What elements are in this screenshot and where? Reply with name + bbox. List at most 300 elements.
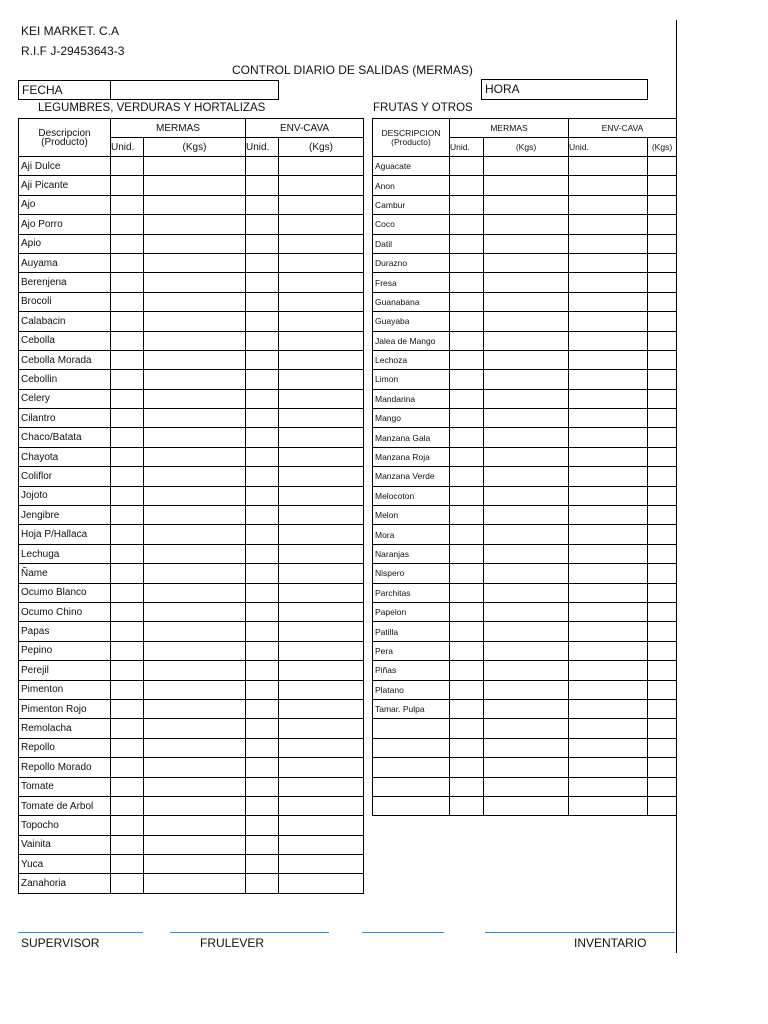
left-envcava-kgs-cell[interactable]	[279, 699, 364, 718]
left-mermas-unid-cell[interactable]	[111, 234, 144, 253]
left-mermas-kgs-cell[interactable]	[144, 602, 246, 621]
left-mermas-kgs-cell[interactable]	[144, 622, 246, 641]
right-envcava-kgs-cell[interactable]	[648, 738, 677, 757]
right-envcava-kgs-cell[interactable]	[648, 622, 677, 641]
right-envcava-kgs-cell[interactable]	[648, 661, 677, 680]
left-mermas-unid-cell[interactable]	[111, 506, 144, 525]
right-envcava-unid-cell[interactable]	[569, 370, 648, 389]
left-mermas-kgs-cell[interactable]	[144, 409, 246, 428]
left-envcava-kgs-cell[interactable]	[279, 331, 364, 350]
left-mermas-kgs-cell[interactable]	[144, 467, 246, 486]
right-mermas-unid-cell[interactable]	[450, 583, 484, 602]
right-envcava-unid-cell[interactable]	[569, 195, 648, 214]
left-envcava-unid-cell[interactable]	[246, 874, 279, 893]
right-mermas-unid-cell[interactable]	[450, 331, 484, 350]
left-mermas-unid-cell[interactable]	[111, 680, 144, 699]
left-envcava-kgs-cell[interactable]	[279, 195, 364, 214]
left-envcava-unid-cell[interactable]	[246, 835, 279, 854]
right-envcava-unid-cell[interactable]	[569, 389, 648, 408]
right-envcava-kgs-cell[interactable]	[648, 719, 677, 738]
left-envcava-kgs-cell[interactable]	[279, 428, 364, 447]
left-mermas-unid-cell[interactable]	[111, 544, 144, 563]
right-mermas-kgs-cell[interactable]	[484, 544, 569, 563]
right-mermas-unid-cell[interactable]	[450, 350, 484, 369]
fecha-field[interactable]	[110, 80, 279, 100]
left-envcava-kgs-cell[interactable]	[279, 738, 364, 757]
right-envcava-kgs-cell[interactable]	[648, 176, 677, 195]
left-envcava-unid-cell[interactable]	[246, 855, 279, 874]
right-mermas-kgs-cell[interactable]	[484, 622, 569, 641]
right-mermas-unid-cell[interactable]	[450, 796, 484, 815]
left-mermas-kgs-cell[interactable]	[144, 486, 246, 505]
right-envcava-kgs-cell[interactable]	[648, 370, 677, 389]
right-mermas-kgs-cell[interactable]	[484, 350, 569, 369]
right-mermas-kgs-cell[interactable]	[484, 447, 569, 466]
right-mermas-unid-cell[interactable]	[450, 506, 484, 525]
left-mermas-unid-cell[interactable]	[111, 467, 144, 486]
left-envcava-kgs-cell[interactable]	[279, 389, 364, 408]
left-product-name: Calabacin	[19, 312, 111, 331]
right-envcava-unid-cell[interactable]	[569, 544, 648, 563]
right-envcava-kgs-cell[interactable]	[648, 215, 677, 234]
left-mermas-kgs-cell[interactable]	[144, 835, 246, 854]
right-envcava-unid-cell[interactable]	[569, 719, 648, 738]
left-mermas-unid-cell[interactable]	[111, 796, 144, 815]
right-envcava-unid-cell[interactable]	[569, 486, 648, 505]
left-mermas-unid-cell[interactable]	[111, 447, 144, 466]
left-mermas-kgs-cell[interactable]	[144, 447, 246, 466]
right-envcava-unid-cell[interactable]	[569, 331, 648, 350]
right-mermas-unid-cell[interactable]	[450, 622, 484, 641]
right-envcava-unid-cell[interactable]	[569, 583, 648, 602]
left-envcava-unid-cell[interactable]	[246, 428, 279, 447]
left-envcava-unid-cell[interactable]	[246, 583, 279, 602]
left-mermas-kgs-cell[interactable]	[144, 525, 246, 544]
left-envcava-kgs-cell[interactable]	[279, 292, 364, 311]
left-mermas-kgs-cell[interactable]	[144, 874, 246, 893]
left-envcava-unid-cell[interactable]	[246, 253, 279, 272]
left-envcava-kgs-cell[interactable]	[279, 835, 364, 854]
left-mermas-kgs-cell[interactable]	[144, 389, 246, 408]
left-envcava-kgs-cell[interactable]	[279, 816, 364, 835]
left-mermas-kgs-cell[interactable]	[144, 292, 246, 311]
right-mermas-kgs-cell[interactable]	[484, 215, 569, 234]
left-mermas-unid-cell[interactable]	[111, 331, 144, 350]
right-mermas-kgs-cell[interactable]	[484, 758, 569, 777]
left-envcava-unid-cell[interactable]	[246, 215, 279, 234]
right-envcava-kgs-cell[interactable]	[648, 583, 677, 602]
left-envcava-kgs-cell[interactable]	[279, 602, 364, 621]
right-mermas-unid-cell[interactable]	[450, 758, 484, 777]
right-mermas-unid-cell[interactable]	[450, 215, 484, 234]
right-mermas-unid-cell[interactable]	[450, 777, 484, 796]
right-envcava-unid-cell[interactable]	[569, 157, 648, 176]
left-envcava-kgs-cell[interactable]	[279, 350, 364, 369]
right-mermas-unid-cell[interactable]	[450, 157, 484, 176]
right-mermas-kgs-cell[interactable]	[484, 661, 569, 680]
right-mermas-unid-cell[interactable]	[450, 447, 484, 466]
left-envcava-unid-cell[interactable]	[246, 467, 279, 486]
right-mermas-unid-cell[interactable]	[450, 389, 484, 408]
left-mermas-unid-cell[interactable]	[111, 661, 144, 680]
left-mermas-unid-cell[interactable]	[111, 486, 144, 505]
left-envcava-kgs-cell[interactable]	[279, 874, 364, 893]
right-envcava-kgs-cell[interactable]	[648, 777, 677, 796]
right-mermas-unid-cell[interactable]	[450, 253, 484, 272]
right-mermas-kgs-cell[interactable]	[484, 641, 569, 660]
left-mermas-unid-cell[interactable]	[111, 350, 144, 369]
right-envcava-unid-cell[interactable]	[569, 292, 648, 311]
right-envcava-kgs-cell[interactable]	[648, 273, 677, 292]
left-mermas-unid-cell[interactable]	[111, 816, 144, 835]
left-mermas-kgs-cell[interactable]	[144, 253, 246, 272]
left-envcava-unid-cell[interactable]	[246, 544, 279, 563]
right-envcava-kgs-cell[interactable]	[648, 680, 677, 699]
left-mermas-unid-cell[interactable]	[111, 622, 144, 641]
right-envcava-unid-cell[interactable]	[569, 796, 648, 815]
right-envcava-unid-cell[interactable]	[569, 428, 648, 447]
right-envcava-unid-cell[interactable]	[569, 622, 648, 641]
left-mermas-kgs-cell[interactable]	[144, 564, 246, 583]
left-envcava-unid-cell[interactable]	[246, 680, 279, 699]
left-mermas-unid-cell[interactable]	[111, 292, 144, 311]
right-envcava-unid-cell[interactable]	[569, 409, 648, 428]
left-envcava-kgs-cell[interactable]	[279, 253, 364, 272]
right-mermas-kgs-cell[interactable]	[484, 409, 569, 428]
left-envcava-kgs-cell[interactable]	[279, 273, 364, 292]
right-envcava-kgs-cell[interactable]	[648, 447, 677, 466]
left-row	[19, 796, 364, 815]
left-envcava-unid-cell[interactable]	[246, 350, 279, 369]
right-mermas-unid-cell[interactable]	[450, 699, 484, 718]
right-mermas-kgs-cell[interactable]	[484, 486, 569, 505]
left-mermas-unid-cell[interactable]	[111, 719, 144, 738]
right-envcava-kgs-cell[interactable]	[648, 699, 677, 718]
right-envcava-kgs-cell[interactable]	[648, 506, 677, 525]
left-product-name: Cilantro	[19, 409, 111, 428]
right-mermas-kgs-cell[interactable]	[484, 273, 569, 292]
left-mermas-unid-cell[interactable]	[111, 409, 144, 428]
right-envcava-unid-cell[interactable]	[569, 447, 648, 466]
left-product-name: Hoja P/Hallaca	[19, 525, 111, 544]
left-mermas-unid-cell[interactable]	[111, 874, 144, 893]
right-envcava-kgs-cell[interactable]	[648, 331, 677, 350]
right-mermas-unid-cell[interactable]	[450, 176, 484, 195]
left-envcava-unid-cell[interactable]	[246, 195, 279, 214]
right-mermas-unid-cell[interactable]	[450, 234, 484, 253]
right-mermas-kgs-cell[interactable]	[484, 157, 569, 176]
right-envcava-unid-cell[interactable]	[569, 215, 648, 234]
left-envcava-unid-cell[interactable]	[246, 370, 279, 389]
left-mermas-kgs-cell[interactable]	[144, 350, 246, 369]
right-envcava-kgs-cell[interactable]	[648, 564, 677, 583]
right-envcava-unid-cell[interactable]	[569, 680, 648, 699]
left-mermas-unid-cell[interactable]	[111, 312, 144, 331]
left-mermas-unid-cell[interactable]	[111, 370, 144, 389]
right-mermas-kgs-cell[interactable]	[484, 195, 569, 214]
left-envcava-unid-cell[interactable]	[246, 816, 279, 835]
left-envcava-unid-cell[interactable]	[246, 157, 279, 176]
left-envcava-unid-cell[interactable]	[246, 409, 279, 428]
left-mermas-unid-cell[interactable]	[111, 738, 144, 757]
right-row	[373, 661, 677, 680]
right-row	[373, 428, 677, 447]
left-envcava-unid-cell[interactable]	[246, 176, 279, 195]
right-mermas-unid-cell[interactable]	[450, 195, 484, 214]
right-envcava-unid-cell[interactable]	[569, 699, 648, 718]
left-envcava-unid-cell[interactable]	[246, 312, 279, 331]
left-mermas-kgs-cell[interactable]	[144, 758, 246, 777]
right-envcava-unid-cell[interactable]	[569, 641, 648, 660]
right-envcava-kgs-cell[interactable]	[648, 796, 677, 815]
right-envcava-kgs-cell[interactable]	[648, 350, 677, 369]
left-envcava-unid-cell[interactable]	[246, 622, 279, 641]
right-envcava-kgs-cell[interactable]	[648, 467, 677, 486]
right-envcava-unid-cell[interactable]	[569, 661, 648, 680]
right-mermas-kgs-cell[interactable]	[484, 719, 569, 738]
right-envcava-kgs-cell[interactable]	[648, 544, 677, 563]
left-envcava-kgs-cell[interactable]	[279, 176, 364, 195]
right-mermas-kgs-cell[interactable]	[484, 370, 569, 389]
right-mermas-unid-cell[interactable]	[450, 428, 484, 447]
left-mermas-unid-cell[interactable]	[111, 777, 144, 796]
right-mermas-unid-cell[interactable]	[450, 661, 484, 680]
left-envcava-unid-cell[interactable]	[246, 796, 279, 815]
left-envcava-unid-cell[interactable]	[246, 447, 279, 466]
right-envcava-unid-cell[interactable]	[569, 234, 648, 253]
left-mermas-unid-cell[interactable]	[111, 273, 144, 292]
right-envcava-unid-cell[interactable]	[569, 176, 648, 195]
left-envcava-unid-cell[interactable]	[246, 273, 279, 292]
left-envcava-unid-cell[interactable]	[246, 641, 279, 660]
right-mermas-kgs-cell[interactable]	[484, 738, 569, 757]
left-envcava-kgs-cell[interactable]	[279, 234, 364, 253]
right-envcava-kgs-cell[interactable]	[648, 641, 677, 660]
left-mermas-unid-cell[interactable]	[111, 157, 144, 176]
left-mermas-unid-cell[interactable]	[111, 525, 144, 544]
left-mermas-kgs-cell[interactable]	[144, 428, 246, 447]
left-envcava-kgs-cell[interactable]	[279, 564, 364, 583]
left-envcava-kgs-cell[interactable]	[279, 758, 364, 777]
left-mermas-kgs-cell[interactable]	[144, 157, 246, 176]
left-mermas-unid-cell[interactable]	[111, 428, 144, 447]
left-mermas-kgs-cell[interactable]	[144, 506, 246, 525]
right-mermas-kgs-cell[interactable]	[484, 176, 569, 195]
left-envcava-kgs-cell[interactable]	[279, 622, 364, 641]
right-mermas-kgs-cell[interactable]	[484, 777, 569, 796]
left-mermas-unid-cell[interactable]	[111, 195, 144, 214]
left-envcava-unid-cell[interactable]	[246, 758, 279, 777]
left-mermas-unid-cell[interactable]	[111, 564, 144, 583]
left-envcava-kgs-cell[interactable]	[279, 157, 364, 176]
right-mermas-kgs-cell[interactable]	[484, 506, 569, 525]
right-mermas-unid-cell[interactable]	[450, 292, 484, 311]
left-mermas-unid-cell[interactable]	[111, 835, 144, 854]
left-envcava-kgs-cell[interactable]	[279, 215, 364, 234]
left-mermas-unid-cell[interactable]	[111, 215, 144, 234]
left-mermas-unid-cell[interactable]	[111, 583, 144, 602]
right-mermas-kgs-cell[interactable]	[484, 428, 569, 447]
left-product-name: Ajo	[19, 195, 111, 214]
left-envcava-unid-cell[interactable]	[246, 331, 279, 350]
left-envcava-unid-cell[interactable]	[246, 564, 279, 583]
right-mermas-kgs-cell[interactable]	[484, 564, 569, 583]
right-mermas-kgs: (Kgs)	[484, 138, 569, 157]
left-envcava-unid-cell[interactable]	[246, 506, 279, 525]
right-mermas-kgs-cell[interactable]	[484, 253, 569, 272]
left-mermas-unid-cell[interactable]	[111, 176, 144, 195]
left-mermas-kgs-cell[interactable]	[144, 796, 246, 815]
left-envcava-unid-cell[interactable]	[246, 602, 279, 621]
right-mermas-kgs-cell[interactable]	[484, 583, 569, 602]
right-mermas-kgs-cell[interactable]	[484, 234, 569, 253]
right-envcava-unid-cell[interactable]	[569, 525, 648, 544]
left-envcava-unid-cell[interactable]	[246, 525, 279, 544]
right-envcava-kgs-cell[interactable]	[648, 292, 677, 311]
right-envcava-unid-cell[interactable]	[569, 777, 648, 796]
right-mermas-kgs-cell[interactable]	[484, 389, 569, 408]
right-mermas-unid-cell[interactable]	[450, 467, 484, 486]
left-mermas-kgs-cell[interactable]	[144, 234, 246, 253]
right-mermas-kgs-cell[interactable]	[484, 680, 569, 699]
right-envcava-unid-cell[interactable]	[569, 602, 648, 621]
left-envcava-unid-cell[interactable]	[246, 292, 279, 311]
left-envcava-kgs-cell[interactable]	[279, 506, 364, 525]
left-mermas-unid-cell[interactable]	[111, 389, 144, 408]
right-envcava-kgs-cell[interactable]	[648, 602, 677, 621]
right-envcava-unid-cell[interactable]	[569, 312, 648, 331]
right-mermas-unid-cell[interactable]	[450, 738, 484, 757]
left-envcava-kgs-cell[interactable]	[279, 312, 364, 331]
right-mermas-unid-cell[interactable]	[450, 312, 484, 331]
right-mermas-unid-cell[interactable]	[450, 641, 484, 660]
right-mermas-unid-cell[interactable]	[450, 486, 484, 505]
left-mermas-kgs-cell[interactable]	[144, 331, 246, 350]
left-mermas-kgs-cell[interactable]	[144, 738, 246, 757]
left-mermas-kgs-cell[interactable]	[144, 583, 246, 602]
right-envcava-unid-cell[interactable]	[569, 467, 648, 486]
right-envcava-unid-cell[interactable]	[569, 273, 648, 292]
left-row	[19, 602, 364, 621]
left-mermas-unid-cell[interactable]	[111, 699, 144, 718]
left-envcava-kgs-cell[interactable]	[279, 486, 364, 505]
left-envcava-unid-cell[interactable]	[246, 234, 279, 253]
left-envcava-unid-cell[interactable]	[246, 699, 279, 718]
left-envcava-unid-cell[interactable]	[246, 777, 279, 796]
left-mermas-kgs-cell[interactable]	[144, 370, 246, 389]
left-envcava-kgs-cell[interactable]	[279, 467, 364, 486]
right-mermas-kgs-cell[interactable]	[484, 467, 569, 486]
left-mermas-kgs-cell[interactable]	[144, 273, 246, 292]
right-envcava-kgs-cell[interactable]	[648, 758, 677, 777]
left-mermas-kgs-cell[interactable]	[144, 855, 246, 874]
left-envcava-kgs-cell[interactable]	[279, 544, 364, 563]
left-envcava-kgs-cell[interactable]	[279, 796, 364, 815]
right-mermas-kgs-cell[interactable]	[484, 331, 569, 350]
left-envcava-kgs-cell[interactable]	[279, 641, 364, 660]
right-mermas-kgs-cell[interactable]	[484, 312, 569, 331]
left-mermas-kgs-cell[interactable]	[144, 544, 246, 563]
right-envcava-kgs-cell[interactable]	[648, 234, 677, 253]
left-envcava-kgs-cell[interactable]	[279, 370, 364, 389]
right-envcava-unid-cell[interactable]	[569, 758, 648, 777]
right-mermas-unid-cell[interactable]	[450, 273, 484, 292]
right-envcava-kgs-cell[interactable]	[648, 428, 677, 447]
right-mermas-unid-cell[interactable]	[450, 680, 484, 699]
left-envcava-kgs-cell[interactable]	[279, 661, 364, 680]
right-mermas-kgs-cell[interactable]	[484, 525, 569, 544]
right-mermas-unid-cell[interactable]	[450, 525, 484, 544]
right-envcava-unid-cell[interactable]	[569, 506, 648, 525]
right-envcava-kgs-cell[interactable]	[648, 389, 677, 408]
left-mermas-unid-cell[interactable]	[111, 855, 144, 874]
right-mermas-kgs-cell[interactable]	[484, 602, 569, 621]
right-envcava-kgs-cell[interactable]	[648, 409, 677, 428]
right-envcava-kgs-cell[interactable]	[648, 486, 677, 505]
right-envcava-kgs-cell[interactable]	[648, 195, 677, 214]
right-mermas-unid-cell[interactable]	[450, 370, 484, 389]
right-mermas-unid-cell[interactable]	[450, 602, 484, 621]
right-envcava-unid-cell[interactable]	[569, 253, 648, 272]
left-mermas-unid-cell[interactable]	[111, 641, 144, 660]
right-mermas-unid-cell[interactable]	[450, 409, 484, 428]
left-envcava-unid-cell[interactable]	[246, 719, 279, 738]
left-envcava-kgs-cell[interactable]	[279, 777, 364, 796]
left-mermas-kgs-cell[interactable]	[144, 195, 246, 214]
right-mermas-unid-cell[interactable]	[450, 544, 484, 563]
left-envcava-kgs-cell[interactable]	[279, 409, 364, 428]
left-mermas-unid-cell[interactable]	[111, 758, 144, 777]
right-mermas-kgs-cell[interactable]	[484, 699, 569, 718]
left-envcava-unid-cell[interactable]	[246, 661, 279, 680]
left-mermas-unid-cell[interactable]	[111, 253, 144, 272]
right-envcava-unid-cell[interactable]	[569, 738, 648, 757]
left-mermas-kgs-cell[interactable]	[144, 176, 246, 195]
left-mermas-kgs-cell[interactable]	[144, 719, 246, 738]
left-mermas-kgs-cell[interactable]	[144, 215, 246, 234]
hora-field[interactable]	[481, 79, 648, 100]
left-envcava-unid-cell[interactable]	[246, 486, 279, 505]
left-envcava-unid-cell[interactable]	[246, 738, 279, 757]
right-mermas-unid-cell[interactable]	[450, 564, 484, 583]
right-mermas-unid-cell[interactable]	[450, 719, 484, 738]
right-mermas-kgs-cell[interactable]	[484, 796, 569, 815]
right-envcava-kgs-cell[interactable]	[648, 312, 677, 331]
left-envcava-unid-cell[interactable]	[246, 389, 279, 408]
right-row	[373, 467, 677, 486]
right-mermas-kgs-cell[interactable]	[484, 292, 569, 311]
left-mermas-kgs-cell[interactable]	[144, 777, 246, 796]
left-mermas-kgs-cell[interactable]	[144, 661, 246, 680]
left-mermas-kgs-cell[interactable]	[144, 699, 246, 718]
right-envcava-kgs-cell[interactable]	[648, 253, 677, 272]
left-mermas-unid-cell[interactable]	[111, 602, 144, 621]
left-envcava-kgs-cell[interactable]	[279, 583, 364, 602]
left-envcava-kgs-cell[interactable]	[279, 719, 364, 738]
left-envcava-kgs-cell[interactable]	[279, 855, 364, 874]
right-envcava-kgs-cell[interactable]	[648, 525, 677, 544]
right-envcava-unid-cell[interactable]	[569, 350, 648, 369]
left-envcava-kgs-cell[interactable]	[279, 447, 364, 466]
left-mermas-kgs-cell[interactable]	[144, 680, 246, 699]
left-envcava-kgs-cell[interactable]	[279, 680, 364, 699]
right-envcava-kgs-cell[interactable]	[648, 157, 677, 176]
left-envcava-kgs-cell[interactable]	[279, 525, 364, 544]
right-envcava-unid-cell[interactable]	[569, 564, 648, 583]
left-mermas-kgs-cell[interactable]	[144, 816, 246, 835]
left-mermas-kgs-cell[interactable]	[144, 641, 246, 660]
left-mermas-kgs-cell[interactable]	[144, 312, 246, 331]
